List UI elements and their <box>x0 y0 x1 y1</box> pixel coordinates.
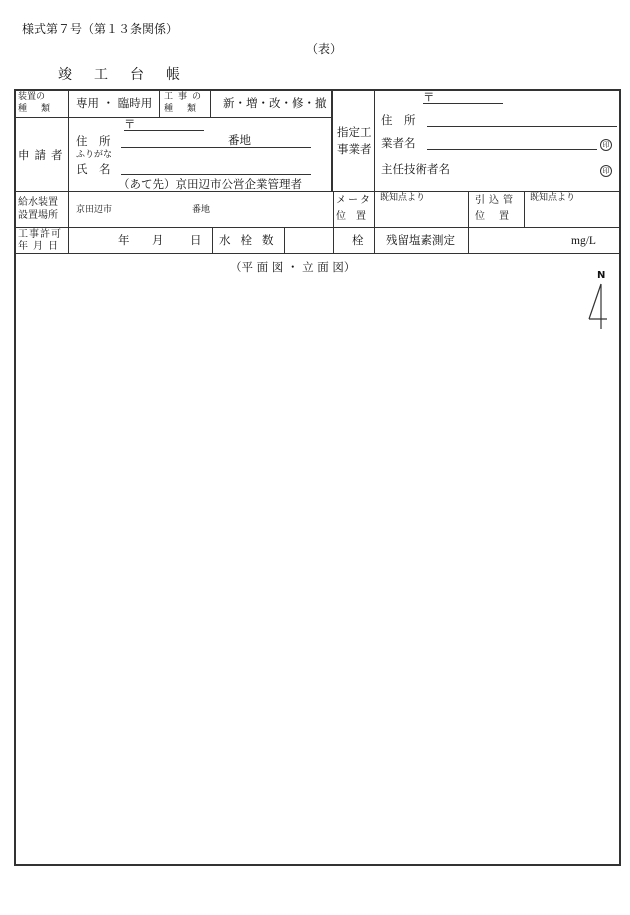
applicant-address-line <box>121 147 311 148</box>
pipe-label-2: 位置 <box>475 211 523 222</box>
faucet-label: 水栓数 <box>219 233 284 247</box>
applicant-furigana: ふりがな <box>76 150 113 160</box>
company-seal-icon: 印 <box>600 139 612 151</box>
applicant-postal-mark: 〒 <box>124 117 136 131</box>
device-type-label: 装置の <box>18 92 46 102</box>
faucet-unit: 栓 <box>352 233 364 247</box>
meter-label-2: 位置 <box>336 211 376 222</box>
pipe-label-1: 引込管 <box>475 195 517 206</box>
applicant-banchi: 番地 <box>228 133 251 147</box>
applicant-postal-line <box>124 130 204 131</box>
work-type-label: 工事の <box>164 92 207 102</box>
divider <box>374 90 375 253</box>
permit-label-1: 工事許可 <box>18 229 62 240</box>
contractor-postal-line <box>423 103 503 104</box>
divider <box>15 253 620 254</box>
install-label-1: 給水装置 <box>18 197 58 208</box>
permit-year: 年 <box>118 233 130 247</box>
contractor-postal-mark: 〒 <box>423 90 435 104</box>
contractor-address-line <box>427 126 617 127</box>
install-label-2: 設置場所 <box>18 210 58 221</box>
meter-known-point: 既知点より <box>380 193 426 203</box>
device-type-label-2: 種類 <box>18 104 65 114</box>
chlorine-label: 残留塩素測定 <box>386 233 455 247</box>
applicant-name-label: 氏 名 <box>76 162 111 176</box>
device-type-value: 専用 ・ 臨時用 <box>76 96 153 110</box>
applicant-label: 申請者 <box>18 148 68 162</box>
contractor-label-2: 事業者 <box>337 142 372 156</box>
divider <box>15 191 620 192</box>
divider <box>15 227 620 228</box>
form-number: 様式第７号（第１３条関係） <box>22 22 179 36</box>
contractor-address-label: 住 所 <box>381 113 416 127</box>
divider <box>524 191 525 227</box>
work-type-label-2: 種類 <box>164 104 211 114</box>
contractor-company-line <box>427 149 597 150</box>
pipe-known-point: 既知点より <box>530 193 576 203</box>
north-label: N <box>597 270 606 281</box>
applicant-name-line <box>121 174 311 175</box>
divider <box>331 90 333 191</box>
chlorine-unit: mg/L <box>571 235 596 247</box>
divider <box>333 191 334 253</box>
divider <box>68 90 69 253</box>
contractor-label-1: 指定工 <box>337 125 372 139</box>
meter-label-1: メータ <box>336 195 372 206</box>
engineer-seal-icon: 印 <box>600 165 612 177</box>
install-city: 京田辺市 <box>76 205 113 215</box>
divider <box>159 90 160 117</box>
contractor-engineer-label: 主任技術者名 <box>381 162 450 176</box>
install-banchi: 番地 <box>192 205 211 215</box>
divider <box>15 117 333 118</box>
divider <box>210 90 211 117</box>
contractor-company-label: 業者名 <box>381 136 416 150</box>
divider <box>212 227 213 253</box>
north-arrow-icon <box>586 283 610 331</box>
applicant-addressee: （あて先）京田辺市公営企業管理者 <box>118 177 302 191</box>
drawing-caption: （平 面 図 ・ 立 面 図） <box>230 260 356 274</box>
applicant-address-label: 住 所 <box>76 134 111 148</box>
permit-day: 日 <box>190 233 202 247</box>
divider <box>284 227 285 253</box>
permit-label-2: 年月日 <box>18 241 63 252</box>
divider <box>468 191 469 253</box>
side-label: （表） <box>306 42 343 56</box>
page-title: 竣工台帳 <box>58 67 202 83</box>
work-type-value: 新・増・改・修・撤 <box>223 96 327 110</box>
permit-month: 月 <box>152 233 164 247</box>
